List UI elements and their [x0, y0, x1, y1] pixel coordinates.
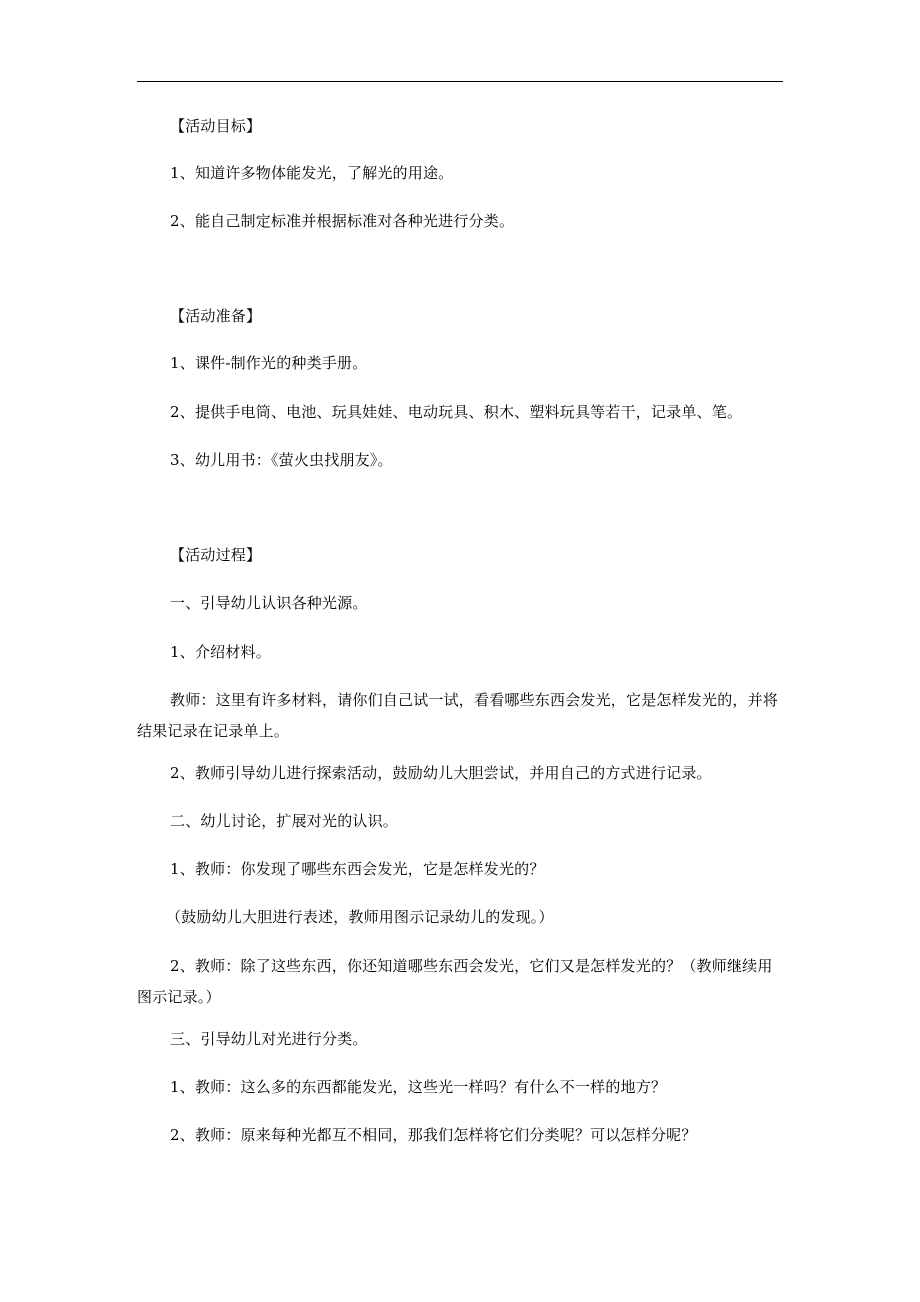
- preparation-item-1: 1、课件-制作光的种类手册。: [170, 354, 368, 372]
- process-line-5: 二、幼儿讨论，扩展对光的认识。: [170, 812, 399, 830]
- process-line-2: 1、介绍材料。: [170, 643, 271, 661]
- process-line-11: 2、教师：原来每种光都互不相同，那我们怎样将它们分类呢？可以怎样分呢？: [170, 1126, 697, 1144]
- preparation-item-2: 2、提供手电筒、电池、玩具娃娃、电动玩具、积木、塑料玩具等若干，记录单、笔。: [170, 403, 743, 421]
- preparation-item-3: 3、幼儿用书：《萤火虫找朋友》。: [170, 451, 393, 469]
- goals-heading: 【活动目标】: [170, 117, 262, 135]
- process-line-10: 1、教师：这么多的东西都能发光，这些光一样吗？有什么不一样的地方？: [170, 1078, 667, 1096]
- preparation-heading: 【活动准备】: [170, 307, 262, 325]
- header-rule: [137, 81, 783, 82]
- goals-item-2: 2、能自己制定标准并根据标准对各种光进行分类。: [170, 212, 515, 230]
- process-line-1: 一、引导幼儿认识各种光源。: [170, 594, 368, 612]
- goals-item-1: 1、知道许多物体能发光，了解光的用途。: [170, 164, 454, 182]
- process-paragraph-3: 教师：这里有许多材料，请你们自己试一试，看看哪些东西会发光，它是怎样发光的，并将结果记录在记录单上。: [137, 691, 779, 740]
- process-line-9: 三、引导幼儿对光进行分类。: [170, 1030, 368, 1048]
- process-line-6: 1、教师：你发现了哪些东西会发光，它是怎样发光的？: [170, 860, 545, 878]
- process-paragraph-8: 2、教师：除了这些东西，你还知道哪些东西会发光，它们又是怎样发光的？（教师继续用图示记录。）: [137, 957, 773, 1006]
- process-heading: 【活动过程】: [170, 546, 262, 564]
- process-line-7: （鼓励幼儿大胆进行表述，教师用图示记录幼儿的发现。）: [166, 908, 554, 926]
- process-line-4: 2、教师引导幼儿进行探索活动，鼓励幼儿大胆尝试，并用自己的方式进行记录。: [170, 764, 712, 782]
